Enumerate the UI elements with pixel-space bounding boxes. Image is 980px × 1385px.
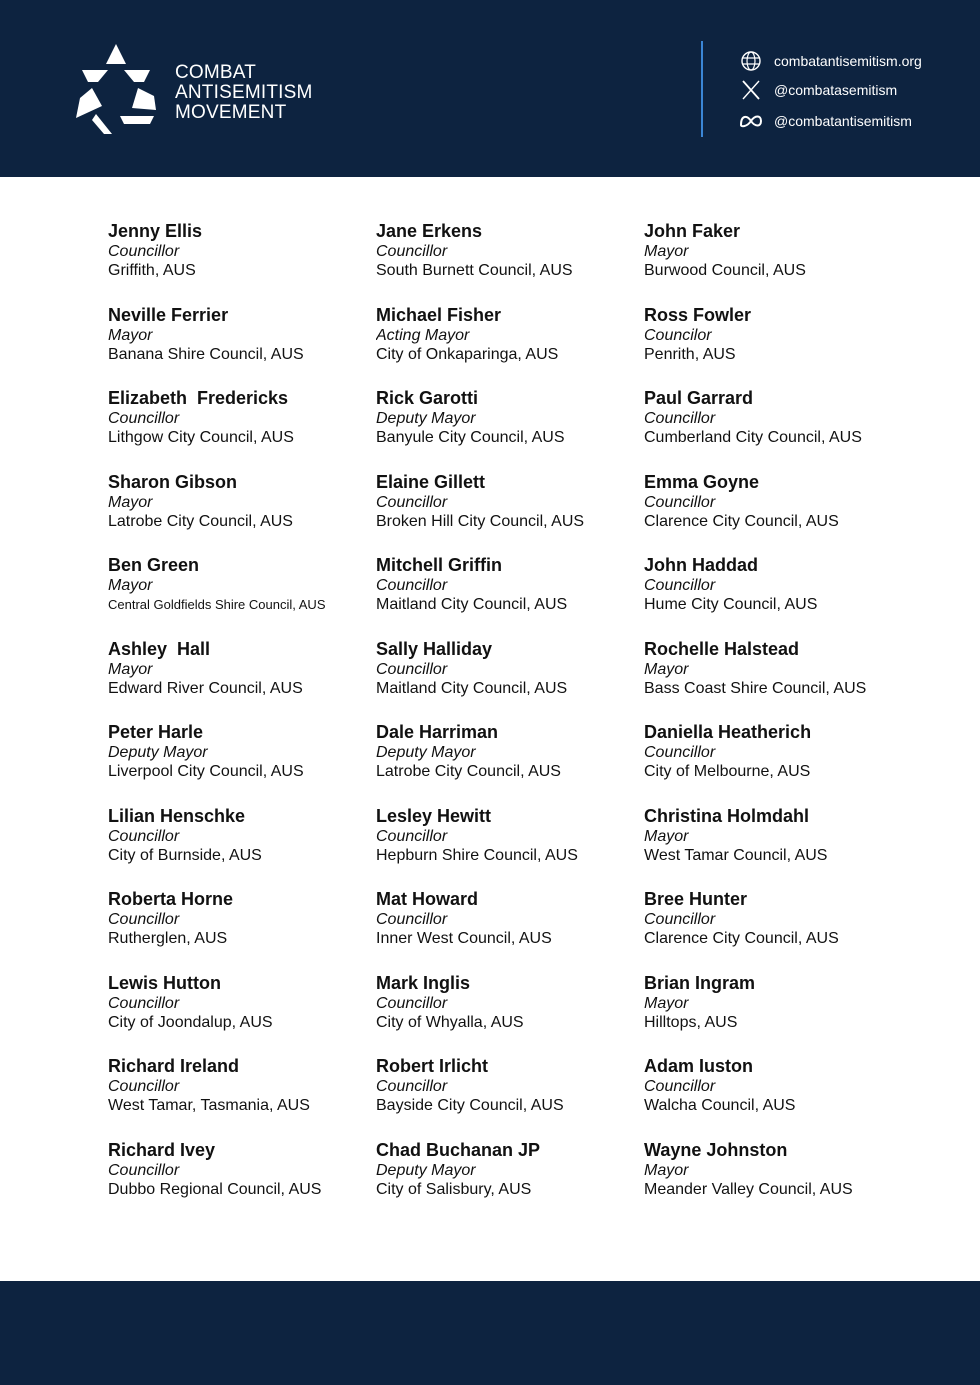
- signatory-role: Mayor: [644, 827, 689, 845]
- signatory-role: Councillor: [644, 1078, 716, 1095]
- signatory-role: Mayor: [108, 660, 153, 678]
- signatory-entry: [376, 806, 644, 890]
- brand-line: MOVEMENT: [175, 102, 287, 123]
- signatory-name: Lesley Hewitt: [376, 805, 492, 826]
- signatory-role: Deputy Mayor: [376, 410, 476, 427]
- signatory-entry: [644, 722, 944, 806]
- signatory-name: John Faker: [644, 221, 741, 241]
- signatory-entry: [108, 1056, 376, 1140]
- signatory-organization: Bayside City Council, AUS: [376, 1097, 564, 1114]
- signatory-name: Richard Ireland: [108, 1056, 240, 1076]
- signatory-organization: Lithgow City Council, AUS: [108, 429, 294, 446]
- signatory-organization: City of Onkaparinga, AUS: [376, 345, 559, 363]
- signatory-name: Sally Halliday: [376, 638, 493, 659]
- signatory-name: Richard Ivey: [108, 1139, 216, 1160]
- signatory-organization: Banyule City Council, AUS: [376, 429, 565, 446]
- signatory-role: Deputy Mayor: [376, 744, 476, 761]
- signatory-entry: [108, 722, 376, 806]
- contact-x[interactable]: [738, 78, 897, 102]
- signatory-name: Ross Fowler: [644, 304, 752, 325]
- signatory-organization: Burwood Council, AUS: [644, 262, 806, 279]
- signatory-name: Elaine Gillett: [376, 471, 486, 492]
- signatory-organization: Liverpool City Council, AUS: [108, 763, 304, 780]
- signatory-name: Lewis Hutton: [108, 972, 221, 993]
- signatory-role: Councillor: [644, 410, 716, 427]
- globe-icon: [738, 50, 764, 72]
- signatory-name: Paul Garrard: [644, 388, 754, 408]
- signatory-entry: [108, 639, 376, 723]
- signatory-role: Councilor: [644, 326, 712, 344]
- signatory-entry: [644, 639, 944, 723]
- signatory-organization: Hepburn Shire Council, AUS: [376, 846, 578, 864]
- signatory-entry: [108, 806, 376, 890]
- signatory-organization: Griffith, AUS: [108, 262, 196, 279]
- signatory-entry: [644, 472, 944, 556]
- signatory-role: Councillor: [376, 493, 448, 511]
- signatory-entry: [376, 1140, 644, 1224]
- brand-line: COMBAT: [175, 62, 257, 83]
- signatory-role: Acting Mayor: [376, 326, 470, 344]
- signatory-organization: Maitland City Council, AUS: [376, 679, 568, 697]
- signatory-organization: Dubbo Regional Council, AUS: [108, 1180, 322, 1198]
- signatory-organization: Penrith, AUS: [644, 345, 736, 363]
- signatory-role: Councillor: [376, 660, 448, 678]
- signatory-entry: [108, 221, 376, 305]
- signatory-entry: [644, 555, 944, 639]
- signatory-name: John Haddad: [644, 555, 759, 575]
- brand-wordmark: [175, 63, 313, 123]
- signatory-role: Councillor: [108, 911, 180, 928]
- signatory-organization: City of Whyalla, AUS: [376, 1013, 524, 1031]
- signatory-role: Mayor: [644, 994, 689, 1012]
- signatory-entry: [376, 639, 644, 723]
- signatory-role: Mayor: [644, 243, 689, 260]
- signatory-role: Councillor: [376, 577, 448, 594]
- signatory-entry: [376, 555, 644, 639]
- signatory-role: Councillor: [108, 1078, 180, 1095]
- header-divider: [701, 41, 703, 137]
- signatory-organization: Edward River Council, AUS: [108, 679, 303, 697]
- signatory-organization: Walcha Council, AUS: [644, 1097, 796, 1114]
- signatory-entry: [644, 388, 944, 472]
- meta-logo-icon: [738, 110, 764, 132]
- signatory-role: Deputy Mayor: [376, 1161, 476, 1179]
- signatory-organization: Cumberland City Council, AUS: [644, 429, 862, 446]
- signatory-name: Adam Iuston: [644, 1056, 754, 1076]
- signatory-name: Jenny Ellis: [108, 221, 203, 241]
- contact-text: combatantisemitism.org: [774, 53, 922, 69]
- signatory-entry: [376, 1056, 644, 1140]
- signatory-organization: Rutherglen, AUS: [108, 930, 228, 947]
- signatory-organization: Central Goldfields Shire Council, AUS: [108, 597, 326, 612]
- signatory-name: Michael Fisher: [376, 304, 502, 325]
- signatory-organization: Hume City Council, AUS: [644, 596, 818, 613]
- signatory-name: Peter Harle: [108, 722, 204, 742]
- signatory-entry: [644, 1140, 944, 1224]
- signatory-organization: Bass Coast Shire Council, AUS: [644, 679, 867, 697]
- signatory-entry: [376, 973, 644, 1057]
- signatory-role: Deputy Mayor: [108, 744, 208, 761]
- contact-meta[interactable]: [738, 109, 912, 133]
- signatory-name: Robert Irlicht: [376, 1056, 489, 1076]
- signatory-organization: Banana Shire Council, AUS: [108, 345, 304, 363]
- signatory-role: Councillor: [108, 1161, 180, 1179]
- signatory-organization: City of Joondalup, AUS: [108, 1013, 273, 1031]
- signatory-entry: [376, 889, 644, 973]
- signatory-role: Councillor: [644, 577, 716, 594]
- contact-text: @combatasemitism: [774, 82, 898, 98]
- signatory-organization: City of Burnside, AUS: [108, 846, 262, 864]
- signatory-role: Councillor: [376, 911, 448, 928]
- page-header: [0, 0, 980, 177]
- signatory-name: Neville Ferrier: [108, 304, 229, 325]
- signatory-name: Roberta Horne: [108, 889, 234, 909]
- signatory-name: Elizabeth Fredericks: [108, 388, 289, 408]
- signatory-name: Rick Garotti: [376, 388, 479, 408]
- signatory-entry: [108, 889, 376, 973]
- signatory-name: Mat Howard: [376, 889, 479, 909]
- signatory-role: Mayor: [644, 660, 689, 678]
- signatory-role: Councillor: [108, 243, 180, 260]
- signatory-name: Chad Buchanan JP: [376, 1139, 541, 1160]
- signatory-entry: [108, 973, 376, 1057]
- signatory-organization: Clarence City Council, AUS: [644, 512, 839, 530]
- signatory-organization: Broken Hill City Council, AUS: [376, 512, 585, 530]
- signatory-role: Mayor: [108, 493, 153, 511]
- signatory-entry: [376, 388, 644, 472]
- signatory-role: Councillor: [644, 744, 716, 761]
- signatory-name: Ben Green: [108, 555, 200, 575]
- signatory-role: Councillor: [644, 493, 716, 511]
- contact-text: @combatantisemitism: [774, 113, 912, 129]
- signatory-name: Emma Goyne: [644, 471, 760, 492]
- signatory-grid: [108, 221, 944, 1223]
- signatory-name: Sharon Gibson: [108, 471, 238, 492]
- signatory-organization: Meander Valley Council, AUS: [644, 1180, 853, 1198]
- signatory-role: Councillor: [644, 911, 716, 928]
- signatory-entry: [108, 388, 376, 472]
- signatory-name: Christina Holmdahl: [644, 805, 810, 826]
- signatory-entry: [108, 305, 376, 389]
- signatory-role: Councillor: [108, 994, 180, 1012]
- brand-line: ANTISEMITISM: [175, 82, 313, 103]
- signatory-role: Councillor: [376, 243, 448, 260]
- signatory-entry: [376, 722, 644, 806]
- signatory-role: Councillor: [376, 994, 448, 1012]
- signatory-entry: [376, 221, 644, 305]
- signatory-name: Daniella Heatherich: [644, 722, 812, 742]
- signatory-name: Mark Inglis: [376, 972, 471, 993]
- x-logo-icon: [738, 79, 764, 101]
- signatory-organization: City of Melbourne, AUS: [644, 763, 811, 780]
- signatory-entry: [108, 555, 376, 639]
- signatory-name: Wayne Johnston: [644, 1139, 788, 1160]
- signatory-entry: [644, 221, 944, 305]
- signatory-entry: [644, 305, 944, 389]
- signatory-entry: [644, 889, 944, 973]
- signatory-entry: [644, 973, 944, 1057]
- star-of-david-logo-icon: [72, 42, 160, 136]
- signatory-name: Ashley Hall: [108, 638, 211, 659]
- signatory-role: Mayor: [108, 326, 153, 344]
- signatory-name: Jane Erkens: [376, 221, 483, 241]
- signatory-role: Mayor: [644, 1161, 689, 1179]
- signatory-role: Councillor: [108, 410, 180, 427]
- signatory-role: Mayor: [108, 577, 153, 594]
- signatory-organization: West Tamar Council, AUS: [644, 846, 828, 864]
- signatory-entry: [644, 806, 944, 890]
- signatory-name: Rochelle Halstead: [644, 638, 800, 659]
- signatory-entry: [376, 305, 644, 389]
- signatory-entry: [108, 1140, 376, 1224]
- signatory-entry: [376, 472, 644, 556]
- signatory-entry: [644, 1056, 944, 1140]
- signatory-name: Dale Harriman: [376, 722, 499, 742]
- signatory-organization: Latrobe City Council, AUS: [376, 763, 561, 780]
- signatory-organization: Maitland City Council, AUS: [376, 596, 568, 613]
- signatory-organization: Inner West Council, AUS: [376, 930, 552, 947]
- signatory-organization: Hilltops, AUS: [644, 1013, 738, 1031]
- signatory-organization: South Burnett Council, AUS: [376, 262, 573, 279]
- signatory-organization: City of Salisbury, AUS: [376, 1180, 532, 1198]
- signatory-entry: [108, 472, 376, 556]
- signatory-name: Brian Ingram: [644, 972, 756, 993]
- signatory-role: Councillor: [376, 827, 448, 845]
- signatory-name: Lilian Henschke: [108, 805, 246, 826]
- page-footer: [0, 1281, 980, 1385]
- signatory-role: Councillor: [376, 1078, 448, 1095]
- contact-website[interactable]: [738, 49, 922, 73]
- signatory-organization: West Tamar, Tasmania, AUS: [108, 1097, 310, 1114]
- signatory-name: Bree Hunter: [644, 889, 748, 909]
- signatory-organization: Latrobe City Council, AUS: [108, 512, 293, 530]
- signatory-role: Councillor: [108, 827, 180, 845]
- signatory-name: Mitchell Griffin: [376, 555, 502, 575]
- signatory-organization: Clarence City Council, AUS: [644, 930, 839, 947]
